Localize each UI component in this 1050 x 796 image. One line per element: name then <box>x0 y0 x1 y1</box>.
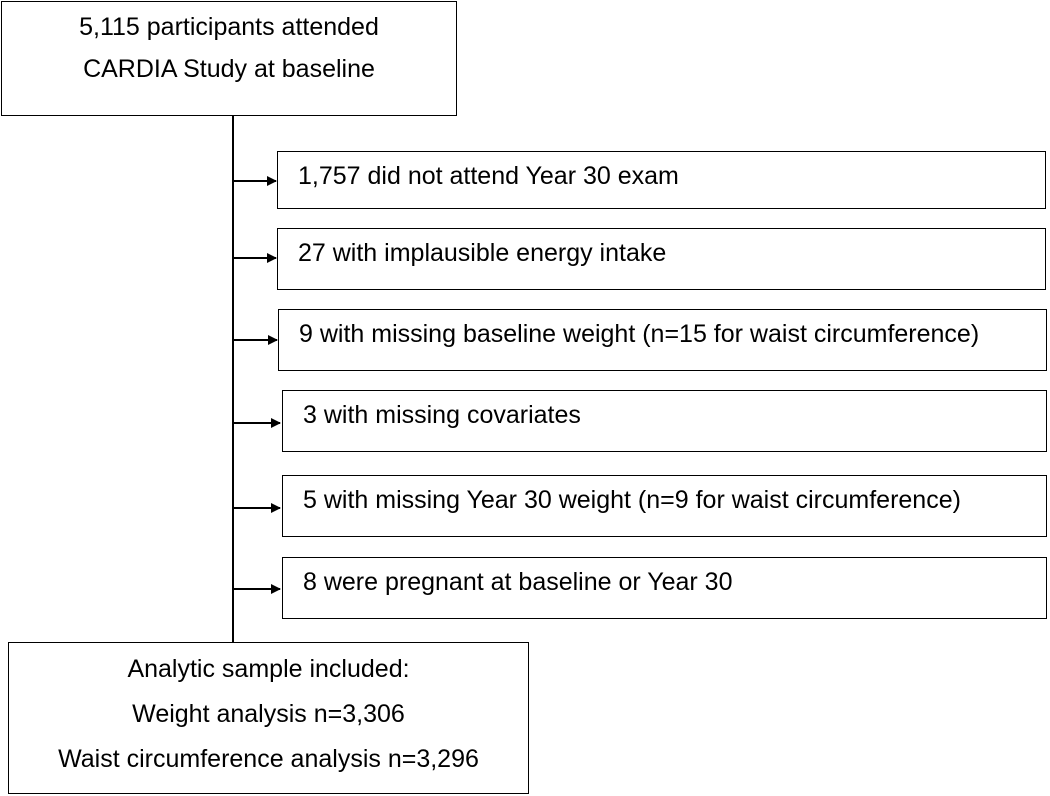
exclusion-label: 5 with missing Year 30 weight (n=9 for waist circumference) <box>303 486 961 514</box>
exclusion-box-not-attend <box>277 151 1046 209</box>
exclusion-box-missing-baseline-weight <box>278 309 1047 371</box>
weight-analysis-count: Weight analysis n=3,306 <box>132 700 405 728</box>
waist-analysis-count: Waist circumference analysis n=3,296 <box>58 745 479 773</box>
baseline-line-1: 5,115 participants attended <box>79 13 379 41</box>
exclusion-label: 3 with missing covariates <box>303 401 581 429</box>
analytic-sample-box <box>8 642 529 794</box>
analytic-sample-heading: Analytic sample included: <box>127 655 410 683</box>
exclusion-label: 9 with missing baseline weight (n=15 for waist circumference) <box>299 320 980 348</box>
exclusion-label: 27 with implausible energy intake <box>298 239 667 267</box>
exclusion-label: 1,757 did not attend Year 30 exam <box>298 162 679 190</box>
exclusion-box-missing-covariates <box>282 390 1047 452</box>
exclusion-box-pregnant <box>282 557 1047 619</box>
baseline-participants-box <box>1 1 457 116</box>
baseline-line-2: CARDIA Study at baseline <box>83 55 375 83</box>
exclusion-box-implausible-energy <box>277 228 1046 290</box>
exclusion-label: 8 were pregnant at baseline or Year 30 <box>303 568 733 596</box>
exclusion-box-missing-year30-weight <box>282 475 1047 537</box>
